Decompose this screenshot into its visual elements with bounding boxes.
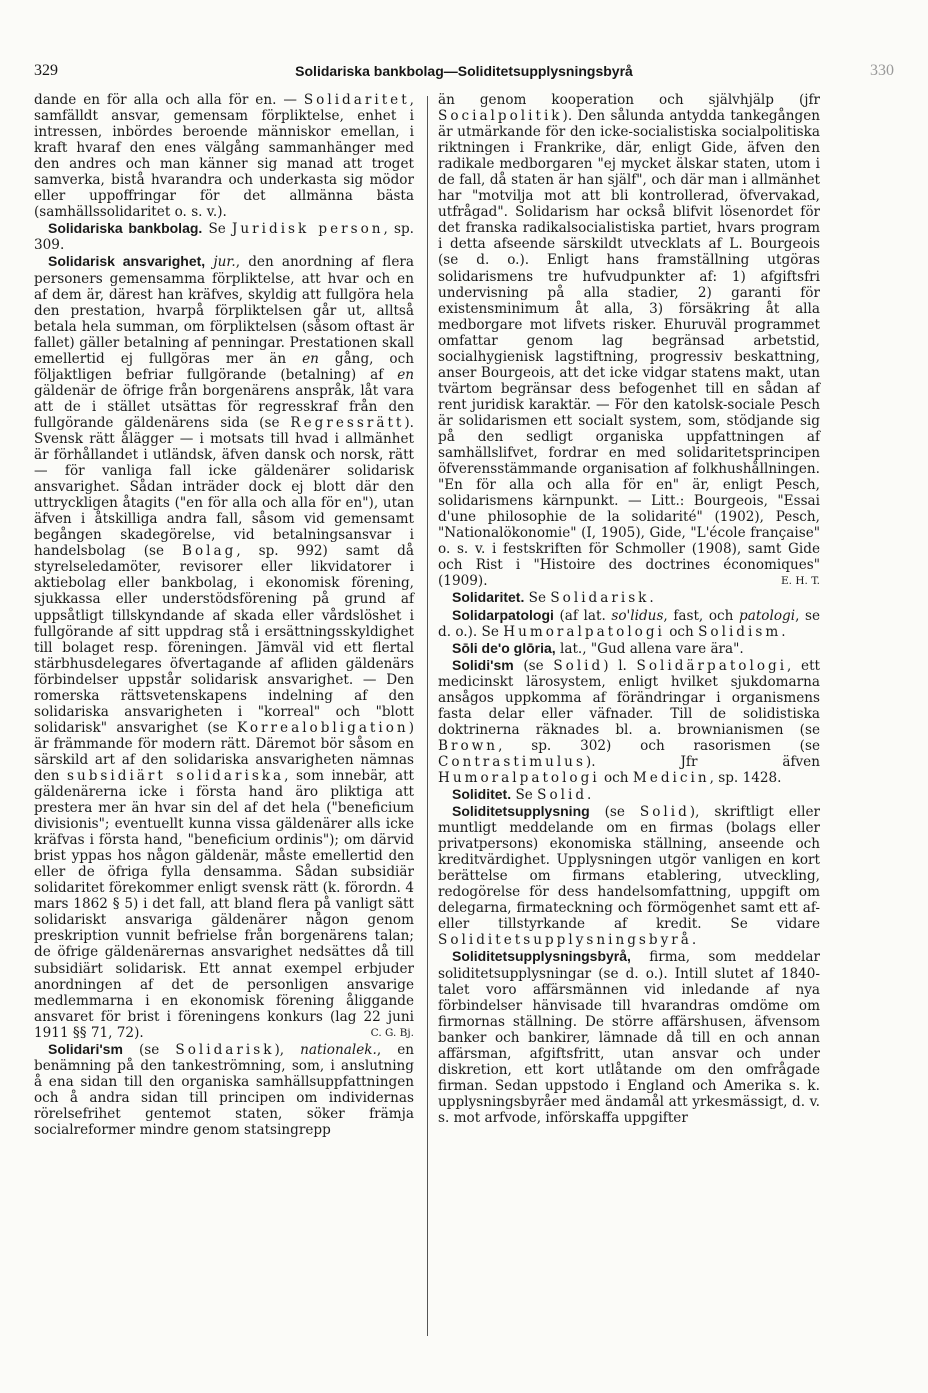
column-divider (427, 96, 428, 1336)
entry-solidarisk-ansvarighet: Solidarisk ansvarighet, jur., den anordning af flera personers gemensamma förpliktelse, att hvar och en af dem är, därest han kräfves, skyldig att fullgöra hela den prestation, hvarpå förpliktelsen går ut, alltså betala hela summan, om förpliktelsen (såsom oftast är fallet) gäller betalning af penningar. Prestationen skall emellertid ej fullgöras mer än en gång, och följaktligen befriar fullgörande (betalning) af en gäldenär de öfrige från borgenärens anspråk, låt vara att de i stället utsättas för regresskraf från den fullgörande gäldenärens sida (se Regressrätt). Svensk rätt ålägger — i motsats till hvad i allmänhet är förhållandet i utländsk, äfven dansk och norsk, rätt — för vanliga fall icke gäldenärer solidarisk ansvarighet. Sådan inträder dock ej blott där den uttryckligen åtagits ("en för alla och alla för en"), utan äfven i åtskilliga andra fall, såsom vid gemensamt begången skadegörelse, vid betalningsansvar i handelsbolag (se Bolag, sp. 992) samt då styrelseledamöter, revisorer eller likvidatorer i aktiebolag eller bankbolag, i ekonomisk förening, sjukkassa eller understödsförening på grund af uppsåtligt tillskyndande af skada eller vårdslöshet i fullgörande af sitt uppdrag stå i ersättningsskyldighet till bolaget resp. föreningen. Jämväl vid ett flertal stärbhusdelegares öfvertagande af afliden gäldenärs förbindelser uppstår solidarisk ansvarighet. — Den romerska rättsvetenskapens indelning af den solidariska ansvarigheten i "korreal" och "blott solidarisk" ansvarighet (se Korrealobligation) är främmande för modern rätt. Däremot bör såsom en särskild art af den solidariska ansvarigheten nämnas den subsidiärt solidariska, som innebär, att gäldenärerna icke i första hand äro pliktiga att prestera mer än hvar sin del af det hela ("beneficium divisionis"; eventuellt kunna vissa gäldenärer alls icke kräfvas i första hand, "beneficium ordinis"); om därvid brist yppas hos någon gäldenär, måste emellertid den eller de öfriga fylla densamma. Sådan subsidiär solidaritet förekommer enligt svensk rätt (k. förordn. 4 mars 1862 § 5) i det fall, att bland flera på vanligt sätt solidariskt ansvariga gäldenärer någon genom preskription vunnit befrielse från borgenärens talan; de öfrige gäldenärernas ansvarighet nedsättes då till subsidiärt solidarisk. Ett annat exempel erbjuder anordningen af det de personligen ansvarige medlemmarna i en ekonomisk förening åliggande ansvaret för brist i föreningens konkurs (lag 22 juni 1911 §§ 71, 72). C. G. Bj. (34, 253, 414, 1041)
entry-headword: Solidaritet. (452, 589, 525, 606)
entry-headword: Soliditet. (452, 786, 512, 803)
entry-soliditet: Soliditet. Se Solid. (452, 786, 592, 804)
entry-solidarism: Solidari'sm (se Solidarisk), nationalek., en benämning på den tankeströmning, som, i anslutning å ena sidan till den organiska samhällsuppfattningen och å andra sidan till principen om individernas rörelsefrihet gentemot staten, söker främja socialreformer mindre genom statsingrepp (34, 1040, 414, 1138)
entry-headword: Soliditetsupplysningsbyrå, (452, 948, 631, 965)
entry-solidaritet: Solidaritet. Se Solidarisk. (452, 589, 654, 607)
entry-headword: Sōli de'o glōria, (452, 639, 556, 656)
entry-headword: Solidari'sm (48, 1040, 123, 1057)
running-title: Solidariska bankbolag—Soliditetsupplysningsbyrå (295, 63, 633, 79)
entry-solidariska-bankbolag: Solidariska bankbolag. Se Juridisk person, sp. 309. (34, 220, 414, 254)
entry-headword: Solidarisk ansvarighet, (48, 253, 206, 270)
entry-soliditetsupplysningsbyra: Soliditetsupplysningsbyrå, firma, som meddelar soliditetsupplysningar (se d. o.). Intill slutet af 1840-talet voro affärsmännen vid inledande af nya förbindelser hänvisade till hvarandras omdöme om firmornas ställning. De större affärshusen, äfvensom banker och bankirer, lämnade då till en och annan affärsman, afgiftsfritt, utan ansvar och under diskretion, ett kort utlåtande om den omfrågade firman. Sedan uppstodo i England och Amerika s. k. upplysningsbyråer med ändamål att yrkesmässigt, d. v. s. mot arfvode, införskaffa uppgifter (438, 948, 820, 1126)
entry-headword: Solidi'sm (452, 656, 514, 673)
entry-solidarisk-continuation: dande en för alla och alla för en. — Solidaritet, samfälldt ansvar, gemensam förpliktelse, enhet i intressen, inbördes beroende människor emellan, i kraft hvaraf den enes välgång sammanhänger med den andres och man känner sig manad att troget samverka, bistå hvarandra och underkasta sig mödor eller uppoffringar för det allmänna bästa (samhällssolidaritet o. s. v.). (34, 92, 414, 221)
page-number-right: 330 (870, 62, 894, 79)
entry-solidism: Solidi'sm (se Solid) l. Solidärpatologi, ett medicinskt lärosystem, enligt hvilket sjukdomarna ansågos uppkomma af förändringar i organismens fasta delar eller väfnader. Till de solidistiska doktrinerna räknades bl. a. brownianismen (se Brown, sp. 302) och rasorismen (se Contrastimulus). Jfr äfven Humoralpatologi och Medicin, sp. 1428. (438, 656, 820, 786)
page-number-left: 329 (34, 62, 58, 79)
author-signature: E. H. T. (781, 575, 820, 588)
entry-headword: Soliditetsupplysning (452, 803, 590, 820)
left-column (34, 92, 414, 1138)
page-header (34, 62, 894, 84)
entry-solidarpatologi: Solidarpatologi (af lat. so'lidus, fast, och patologi, se d. o.). Se Humoralpatologi och Solidism. (438, 606, 821, 640)
entry-headword: Solidariska bankbolag. (48, 220, 203, 237)
author-signature: C. G. Bj. (370, 1026, 414, 1039)
entry-solidarism-continuation: än genom kooperation och självhjälp (jfr Socialpolitik). Den sålunda antydda tankegången är utmärkande för den icke-socialistiska socialpolitiska riktningen i Frankrike, där, enligt Gide, äfven den radikale medborgaren "ej mycket älskar staten, utom i de fall, då staten är han själf", och där man i allmänhet har "motvilja mot att bli kontrollerad, öfvervakad, utfrågad". Solidarism har också blifvit lösenordet för det franska radikalsocialistiska partiet, hvars program i detta afseende särskildt utvecklats af L. Bourgeois (se d. o.). Enligt hans framställning utgöras solidarismens tre hufvudpunkter af: 1) afgiftsfri undervisning på alla stadier, 2) garanti för existensminimum åt alla, 3) försäkring åt alla medborgare mot lifvets risker. Ehuruväl programmet omfattar genom lag begränsad arbetstid, socialhygienisk lagstiftning, progressiv beskattning, anser Bourgeois, att det icke vidgar statens makt, utan tvärtom begränsar dess befogenhet till en sådan af rent juridisk karaktär. — För den katolsk-sociale Pesch är solidarismen ett socialt system, som, stödjande sig på den sedligt organiska uppfattningen af samhällslifvet, fordrar en med solidaritetsprincipen öfverensstämmande organisation af folkhushållningen. "En för alla och alla för en" är, enligt Pesch, solidarismens kärnpunkt. — Litt.: Bourgeois, "Essai d'une philosophie de la solidarité" (1902), Pesch, "Nationalökonomie" (I, 1905), Gide, "L'école française" o. s. v. i festskriften för Schmoller (1908), samt Gide och Rist i "Histoire des doctrines économiques" (1909). E. H. T. (438, 92, 820, 590)
right-column (438, 92, 820, 1126)
entry-soli-deo-gloria: Sōli de'o glōria, lat., "Gud allena vare ära". (452, 639, 744, 657)
entry-headword: Solidarpatologi (452, 606, 554, 623)
entry-soliditetsupplysning: Soliditetsupplysning (se Solid), skriftligt eller muntligt meddelande om en firmas (bolags eller privatpersons) ekonomiska ställning, anseende och kreditvärdighet. Upplysningen utgör vanligen en kort berättelse om firmans etablering, utveckling, redogörelse för dess handelsomfattning, uppgift om delegarna, firmateckning och förmögenhet samt ett af- eller tillstyrkande af kredit. Se vidare Soliditetsupplysningsbyrå. (438, 803, 821, 949)
